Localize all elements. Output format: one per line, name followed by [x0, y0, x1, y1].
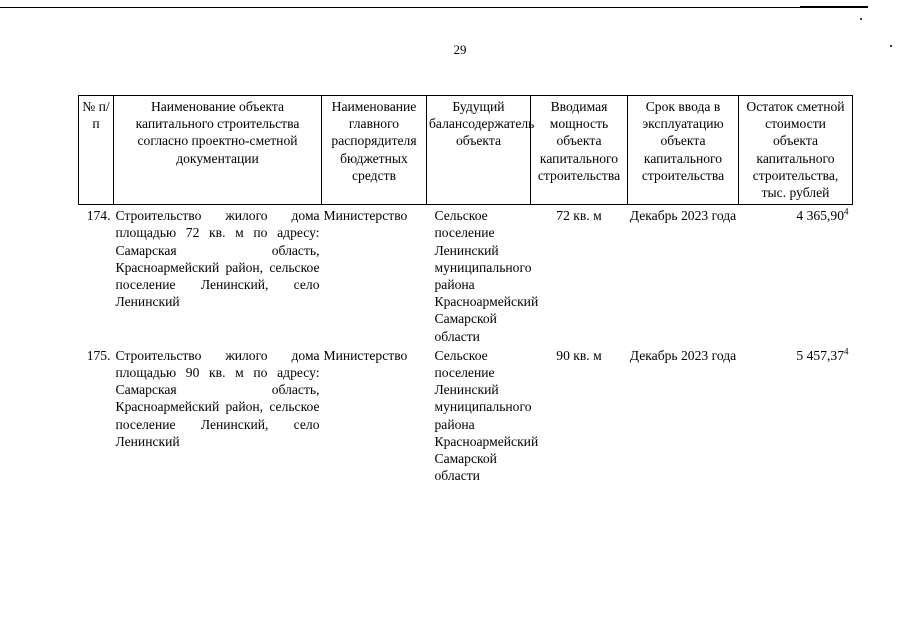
header-holder: Будущий балансодержатель объекта — [427, 96, 531, 205]
table-header-row — [79, 96, 853, 205]
row-holder: Сельское поселение Ленинский муниципального района Красноармейский Самарской области — [434, 208, 539, 344]
header-object-name: Наименование объекта капитального строительства согласно проектно-сметной документации — [114, 96, 322, 205]
cost-footnote-mark: 4 — [844, 206, 849, 217]
row-object-name: Строительство жилого дома площадью 90 кв. м по адресу: Самарская область, Красноармейский район, сельское поселение Ленинский, село Ленинский — [115, 347, 320, 449]
cost-footnote-mark: 4 — [844, 346, 849, 357]
row-object-name: Строительство жилого дома площадью 72 кв. м по адресу: Самарская область, Красноармейский район, сельское поселение Ленинский, село Ленинский — [115, 208, 320, 310]
header-capacity: Вводимая мощность объекта капитального строительства — [531, 96, 628, 205]
top-rule-right — [800, 6, 868, 8]
row-cost — [739, 205, 853, 345]
scan-speck — [890, 45, 892, 47]
header-term: Срок ввода в эксплуатацию объекта капитального строительства — [628, 96, 739, 205]
scan-speck — [860, 18, 862, 20]
table-row — [79, 205, 853, 345]
header-ministry: Наименование главного распорядителя бюджетных средств — [322, 96, 427, 205]
page-number: 29 — [453, 42, 467, 57]
header-num: № п/п — [79, 96, 114, 205]
row-capacity: 90 кв. м — [556, 347, 602, 363]
row-num: 175. — [86, 347, 111, 363]
header-cost: Остаток сметной стоимости объекта капитального строительства, тыс. рублей — [739, 96, 853, 205]
row-ministry: Министерство — [323, 347, 408, 363]
row-ministry: Министерство — [323, 208, 408, 224]
objects-table — [78, 95, 853, 484]
row-capacity: 72 кв. м — [556, 208, 602, 224]
row-cost — [739, 345, 853, 485]
table-row — [79, 345, 853, 485]
cost-value: 4 365,90 — [796, 208, 844, 224]
row-term: Декабрь 2023 года — [629, 347, 737, 363]
row-holder: Сельское поселение Ленинский муниципального района Красноармейский Самарской области — [434, 347, 539, 484]
top-rule — [0, 7, 865, 8]
cost-value: 5 457,37 — [796, 347, 844, 363]
row-num: 174. — [86, 208, 111, 224]
row-term: Декабрь 2023 года — [629, 208, 737, 224]
